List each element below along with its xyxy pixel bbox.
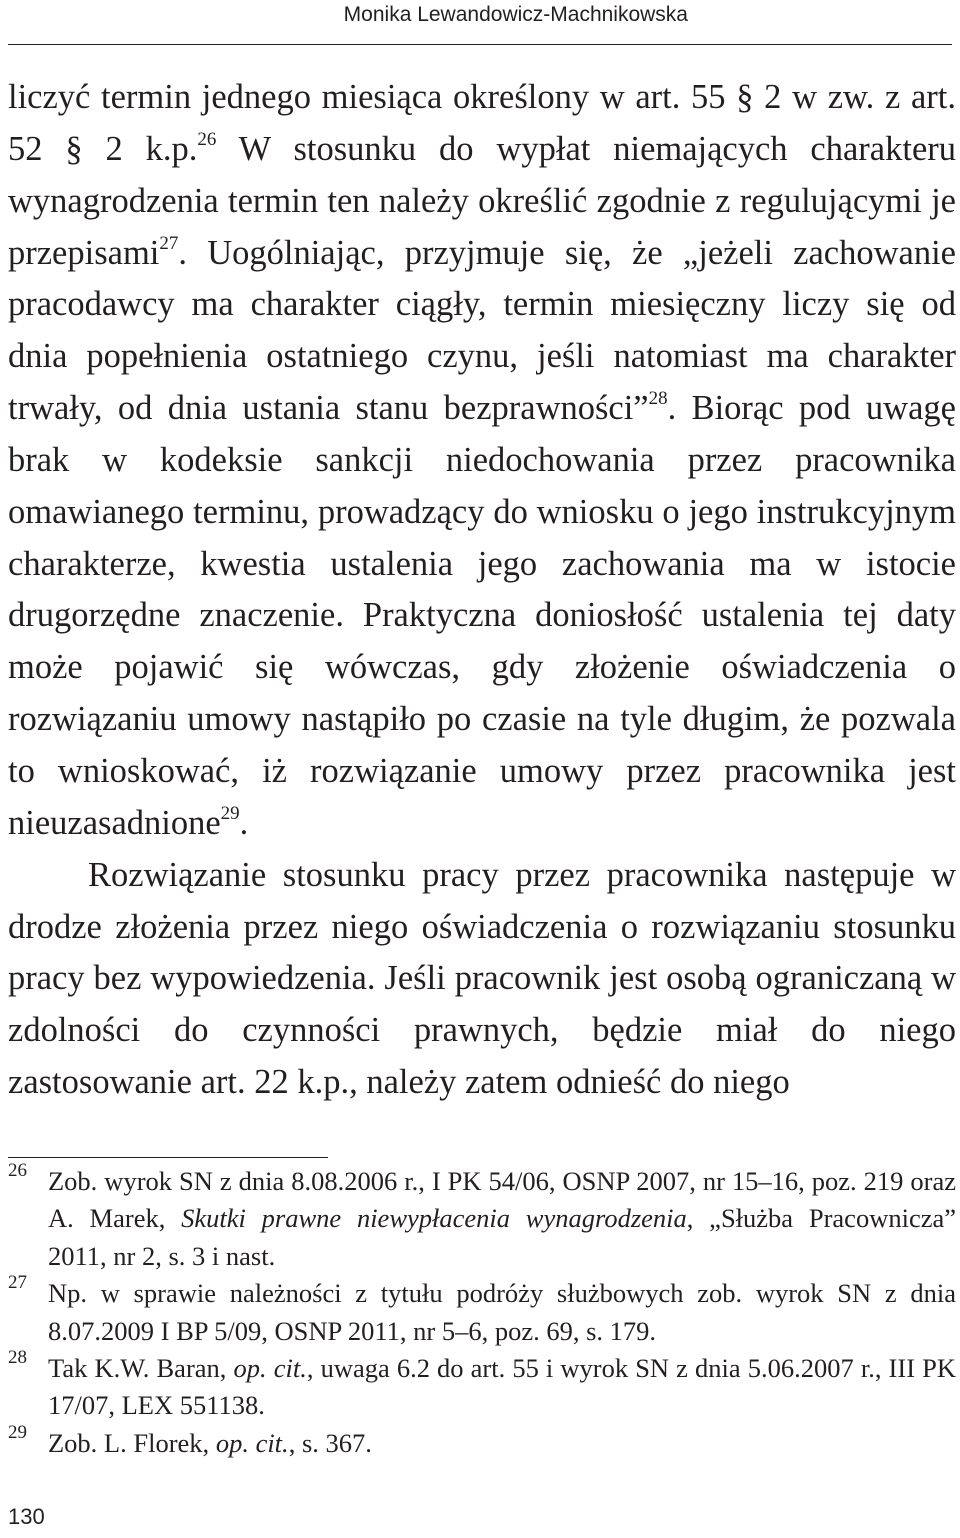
- footnote-number: 29: [8, 1421, 27, 1443]
- footnote-rule: [8, 1157, 328, 1158]
- footnote-28: [8, 1347, 956, 1425]
- footnotes: [8, 1160, 956, 1462]
- footnote-number: 27: [8, 1272, 27, 1294]
- footnote-text: Np. w sprawie należności z tytułu podróży służbowych zob. wyrok SN z dnia 8.07.2009 I BP 5/09, OSNP 2011, nr 5–6, poz. 69, s. 179.: [48, 1278, 956, 1346]
- page-number: 130: [8, 1504, 45, 1529]
- main-text: [8, 72, 956, 1109]
- footnote-ref-27[interactable]: 27: [159, 232, 179, 254]
- paragraph-1-text-e: .: [239, 803, 249, 842]
- paragraph-1-text-a: liczyć termin jednego miesiąca określony w art. 55 § 2 w zw. z art. 52 § 2 k.p.: [8, 78, 956, 168]
- paragraph-1-text-b: W stosunku do wypłat niemających charakteru wynagrodzenia termin ten należy określić zgodnie z regulującymi je przepisami: [8, 129, 956, 272]
- footnote-number: 26: [8, 1160, 27, 1181]
- footnote-text: Tak K.W. Baran,: [48, 1353, 234, 1384]
- footnote-number: 28: [8, 1347, 27, 1369]
- footnote-italic-title: op. cit.: [215, 1427, 289, 1458]
- footnote-27: [8, 1272, 956, 1350]
- paragraph-2: Rozwiązanie stosunku pracy przez pracownika następuje w drodze złożenia przez niego oświadczenia o rozwiązaniu stosunku pracy bez wypowiedzenia. Jeśli pracownik jest osobą ograniczaną w zdolności do czynności prawnych, będzie miał do niego zastosowanie art. 22 k.p., należy zatem odnieść do niego: [8, 855, 956, 1102]
- footnote-26: [8, 1160, 956, 1275]
- footnote-italic-title: Skutki prawne niewypłacenia wynagrodzenia: [181, 1203, 687, 1234]
- footnote-text: , „Służba Pracownicza” 2011, nr 2, s. 3 i nast.: [48, 1203, 956, 1271]
- footnote-italic-title: op. cit.: [233, 1353, 307, 1384]
- footnote-ref-28[interactable]: 28: [648, 387, 668, 409]
- header-rule: [8, 44, 952, 45]
- footnote-text: Zob. wyrok SN z dnia 8.08.2006 r., I PK 54/06, OSNP 2007, nr 15–16, poz. 219 oraz A. Marek,: [48, 1166, 956, 1234]
- paragraph-1-text-c: . Uogólniając, przyjmuje się, że „jeżeli zachowanie pracodawcy ma charakter ciągły, termin miesięczny liczy się od dnia popełnienia ostatniego czynu, jeśli natomiast ma charakter trwały, od dnia ustania stanu bezprawności”: [8, 233, 956, 428]
- footnote-text: , uwaga 6.2 do art. 55 i wyrok SN z dnia 5.06.2007 r., III PK 17/07, LEX 551138.: [48, 1353, 956, 1421]
- paragraph-1: [8, 72, 956, 850]
- footnote-text: Zob. L. Florek,: [48, 1427, 216, 1458]
- footnote-ref-26[interactable]: 26: [197, 128, 217, 150]
- running-header-author: Monika Lewandowicz-Machnikowska: [343, 3, 688, 26]
- paragraph-1-text-d: . Biorąc pod uwagę brak w kodeksie sankcji niedochowania przez pracownika omawianego terminu, prowadzący do wniosku o jego instrukcyjnym charakterze, kwestia ustalenia jego zachowania ma w istocie drugorzędne znaczenie. Praktyczna doniosłość ustalenia tej daty może pojawić się wówczas, gdy złożenie oświadczenia o rozwiązaniu umowy nastąpiło po czasie na tyle długim, że pozwala to wnioskować, iż rozwiązanie umowy przez pracownika jest nieuzasadnione: [8, 389, 956, 842]
- footnote-ref-29[interactable]: 29: [220, 802, 240, 824]
- footnote-text: , s. 367.: [288, 1427, 372, 1458]
- footnote-29: [8, 1421, 956, 1462]
